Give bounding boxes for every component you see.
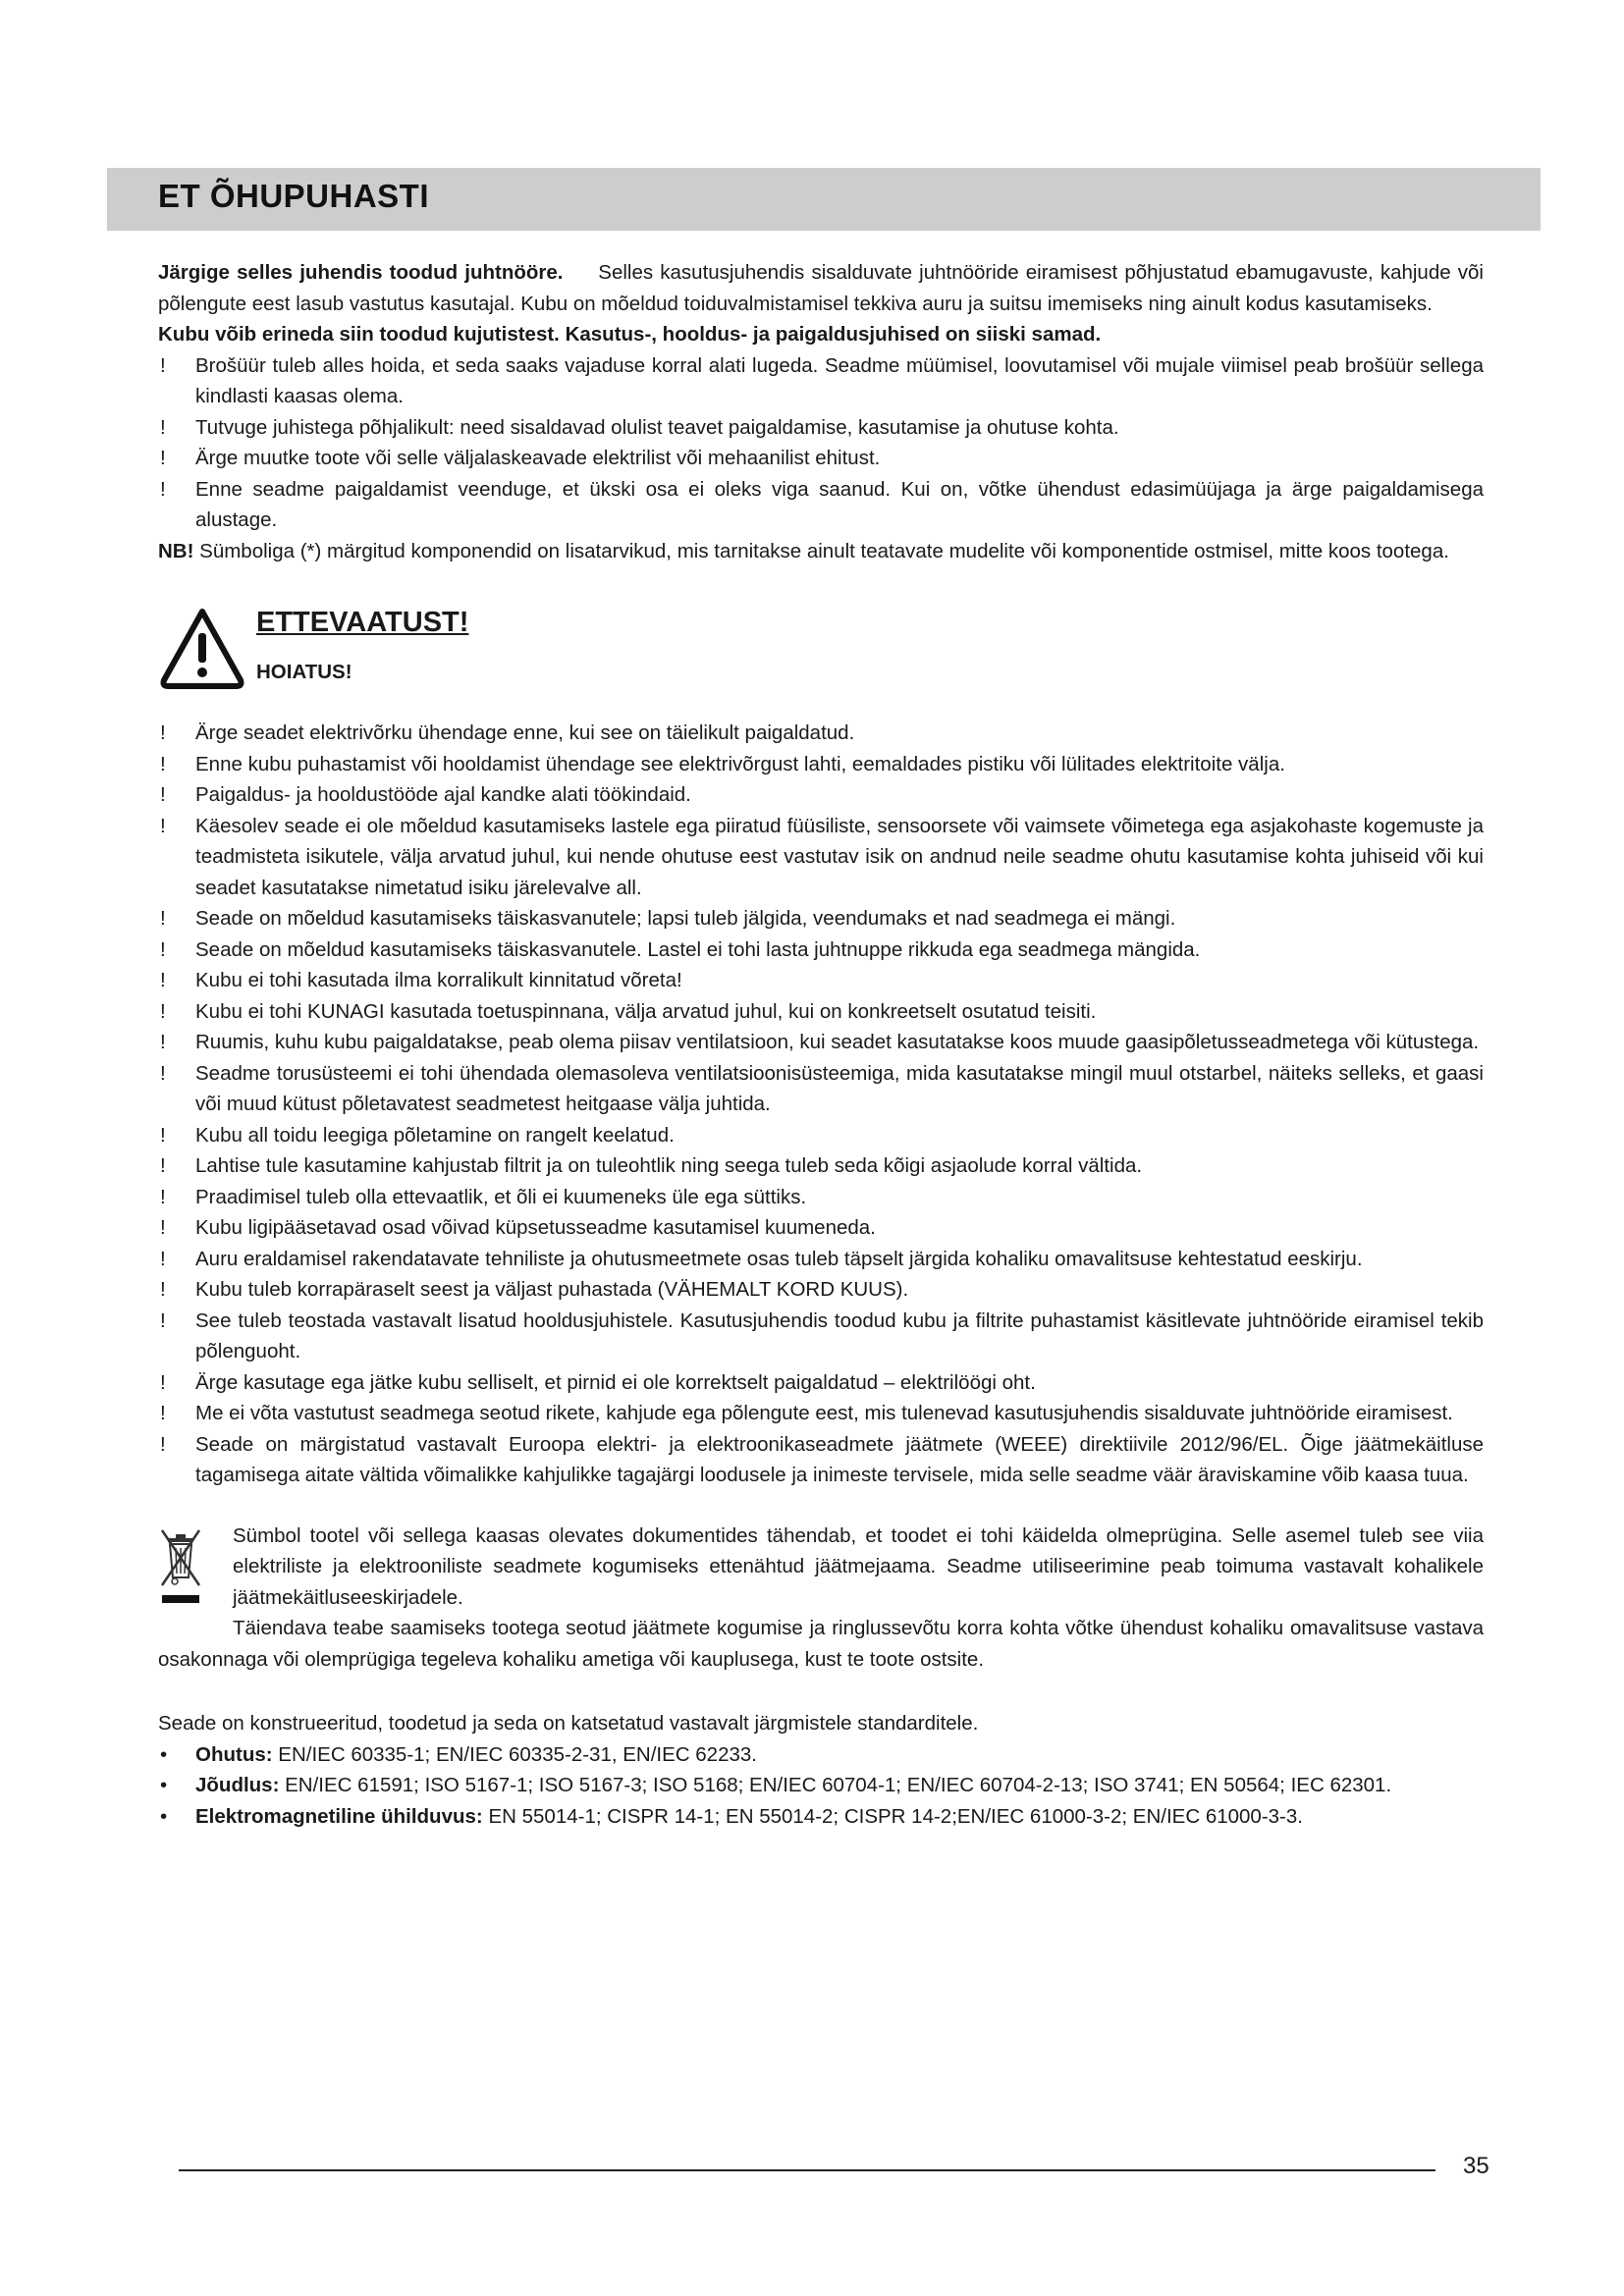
bullet-mark: ! bbox=[160, 1123, 166, 1147]
bullet-dot: • bbox=[160, 1804, 168, 1828]
warning-subtitle: HOIATUS! bbox=[256, 661, 352, 683]
list-item-text: Auru eraldamisel rakendatavate tehniliste ja ohutusmeetmete osas tuleb täpselt järgida kohaliku omavalitsuse kehtestatud eeskirju. bbox=[195, 1247, 1363, 1270]
list-item-text: Käesolev seade ei ole mõeldud kasutamiseks lastele ega piiratud füüsiliste, sensoorsete või vaimsete võimetega ega asjakohaste kogemuste ja teadmisteta isikutele, välja arvatud juhul, kui nende ohutuse eest vastutav isik on andnud neile seadme ohutu kasutamise kohta juhiseid või kui seadet kasutatakse nimetatud isiku järelevalve all. bbox=[195, 814, 1484, 899]
note-paragraph bbox=[158, 536, 1484, 567]
list-item-text: Seade on mõeldud kasutamiseks täiskasvanutele. Lastel ei tohi lasta juhtnuppe rikkuda ega seadmega mängida. bbox=[195, 937, 1201, 961]
bullet-mark: ! bbox=[160, 752, 166, 775]
bullet-mark: ! bbox=[160, 1432, 166, 1456]
intro-list bbox=[158, 350, 1484, 536]
bullet-mark: ! bbox=[160, 447, 166, 469]
bullet-mark: ! bbox=[160, 1216, 166, 1239]
bullet-mark: ! bbox=[160, 1031, 166, 1053]
standard-text: EN 55014-1; CISPR 14-1; EN 55014-2; CISPR 14-2;EN/IEC 61000-3-2; EN/IEC 61000-3-3. bbox=[488, 1804, 1303, 1828]
page-number: 35 bbox=[1463, 2153, 1489, 2179]
list-item bbox=[158, 934, 1484, 966]
list-item bbox=[158, 1058, 1484, 1120]
bullet-mark: ! bbox=[160, 721, 166, 744]
section-header-bar bbox=[107, 168, 1541, 231]
warning-title: ETTEVAATUST! bbox=[256, 607, 469, 638]
list-item bbox=[158, 718, 1484, 749]
list-item-text: Enne seadme paigaldamist veenduge, et ükski osa ei oleks viga saanud. Kui on, võtke ühendust edasimüüjaga ja ärge paigaldamisega alustage. bbox=[195, 477, 1484, 531]
bullet-mark: ! bbox=[160, 1247, 166, 1270]
list-item bbox=[158, 749, 1484, 780]
list-item-text: Tutvuge juhistega põhjalikult: need sisaldavad olulist teavet paigaldamise, kasutamise ja ohutuse kohta. bbox=[195, 415, 1119, 439]
list-item bbox=[158, 1150, 1484, 1182]
list-item bbox=[158, 996, 1484, 1028]
list-item bbox=[158, 1212, 1484, 1244]
list-item-text: Ruumis, kuhu kubu paigaldatakse, peab olema piisav ventilatsioon, kui seadet kasutatakse koos muude gaasipõletusseadmetega või kütustega. bbox=[195, 1031, 1480, 1053]
list-item-text: Kubu ei tohi kasutada ilma korralikult kinnitatud võreta! bbox=[195, 969, 682, 991]
list-item bbox=[158, 965, 1484, 996]
list-item bbox=[158, 350, 1484, 412]
list-item bbox=[158, 1120, 1484, 1151]
bullet-mark: ! bbox=[160, 1308, 166, 1332]
list-item bbox=[158, 1274, 1484, 1306]
list-item bbox=[158, 1770, 1484, 1801]
note-label: NB! bbox=[158, 539, 194, 562]
weee-text-2 bbox=[158, 1613, 1484, 1675]
standards-list bbox=[158, 1739, 1484, 1833]
list-item-text: Brošüür tuleb alles hoida, et seda saaks vajaduse korral alati lugeda. Seadme müümisel, loovutamisel või mujale viimisel peab brošüür sellega kindlasti kaasas olema. bbox=[195, 353, 1484, 407]
list-item-text: Lahtise tule kasutamine kahjustab filtrit ja on tuleohtlik ning seega tuleb seda kõigi asjaolude korral vältida. bbox=[195, 1154, 1143, 1177]
list-item bbox=[158, 811, 1484, 904]
bullet-mark: ! bbox=[160, 969, 166, 991]
intro-paragraph bbox=[158, 257, 1484, 319]
list-item-text: Kubu all toidu leegiga põletamine on rangelt keelatud. bbox=[195, 1123, 675, 1147]
bullet-mark: ! bbox=[160, 999, 166, 1023]
bullet-mark: ! bbox=[160, 353, 166, 377]
list-item bbox=[158, 1739, 1484, 1771]
list-item-text: Paigaldus- ja hooldustööde ajal kandke alati töökindaid. bbox=[195, 783, 691, 806]
list-item bbox=[158, 474, 1484, 536]
list-item-text: See tuleb teostada vastavalt lisatud hooldusjuhistele. Kasutusjuhendis toodud kubu ja filtrite puhastamist käsitlevate juhtnööride eiramisel tekib põlenguoht. bbox=[195, 1308, 1484, 1362]
list-item bbox=[158, 1429, 1484, 1491]
bullet-dot: • bbox=[160, 1774, 168, 1796]
bullet-mark: ! bbox=[160, 783, 166, 806]
list-item-text: Ärge muutke toote või selle väljalaskeavade elektrilist või mehaanilist ehitust. bbox=[195, 447, 881, 469]
bullet-mark: ! bbox=[160, 907, 166, 930]
list-item-text: Ärge seadet elektrivõrku ühendage enne, kui see on täielikult paigaldatud. bbox=[195, 721, 855, 744]
warning-triangle-icon bbox=[160, 608, 244, 690]
list-item bbox=[158, 1306, 1484, 1367]
list-item bbox=[158, 1182, 1484, 1213]
list-item-text: Ärge kasutage ega jätke kubu selliselt, et pirnid ei ole korrektselt paigaldatud – elektrilöögi oht. bbox=[195, 1370, 1036, 1394]
weee-text-1: Sümbol tootel või sellega kaasas olevates dokumentides tähendab, et toodet ei tohi käidelda olmeprügina. Selle asemel tuleb see viia elektriliste ja elektrooniliste seadmete kogumiseks ettenähtud jäätmejaama. Seadme utiliseerimine peab toimuma vastavalt kohalikele jäätmekäitluseeskirjadele. bbox=[233, 1523, 1484, 1609]
list-item-text: Seadme torusüsteemi ei tohi ühendada olemasoleva ventilatsioonisüsteemiga, mida kasutatakse mingil muul otstarbel, näiteks selleks, et gaasi või muud kütust põletavatest seadmetest heitgaase välja juhtida. bbox=[195, 1061, 1484, 1115]
page-title: ET ÕHUPUHASTI bbox=[158, 178, 430, 214]
crossed-bin-icon bbox=[158, 1526, 203, 1609]
bullet-mark: ! bbox=[160, 814, 166, 837]
list-item-text: Kubu tuleb korrapäraselt seest ja väljast puhastada (VÄHEMALT KORD KUUS). bbox=[195, 1278, 909, 1301]
list-item-text: Me ei võta vastutust seadmega seotud rikete, kahjude ega põlengute eest, mis tulenevad kasutusjuhendis sisalduvate juhtnööride eiramisest. bbox=[195, 1402, 1453, 1424]
bullet-mark: ! bbox=[160, 1061, 166, 1085]
weee-section bbox=[158, 1521, 1484, 1676]
list-item bbox=[158, 779, 1484, 811]
standard-label: Elektromagnetiline ühilduvus: bbox=[195, 1804, 483, 1828]
intro-lead: Järgige selles juhendis toodud juhtnööre. bbox=[158, 261, 564, 284]
list-item bbox=[158, 1398, 1484, 1429]
bullet-mark: ! bbox=[160, 1402, 166, 1424]
weee-text-2-content: Täiendava teabe saamiseks tootega seotud jäätmete kogumise ja ringlussevõtu korra kohta võtke ühendust kohaliku omavalitsuse vastava osakonnaga või olemprügiga tegeleva kohaliku ametiga või kauplusega, kust te toote ostsite. bbox=[158, 1617, 1484, 1671]
list-item-text: Seade on mõeldud kasutamiseks täiskasvanutele; lapsi tuleb jälgida, veendumaks et nad seadmega ei mängi. bbox=[195, 907, 1176, 930]
standard-label: Ohutus: bbox=[195, 1742, 273, 1766]
bullet-mark: ! bbox=[160, 1370, 166, 1394]
list-item bbox=[158, 1801, 1484, 1833]
bullet-mark: ! bbox=[160, 477, 166, 501]
standards-intro: Seade on konstrueeritud, toodetud ja seda on katsetatud vastavalt järgmistele standarditele. bbox=[158, 1712, 979, 1735]
note-text: Sümboliga (*) märgitud komponendid on lisatarvikud, mis tarnitakse ainult teatavate mudelite või komponentide ostmisel, mitte koos tootega. bbox=[199, 539, 1449, 562]
list-item-text: Seade on märgistatud vastavalt Euroopa elektri- ja elektroonikaseadmete jäätmete (WEEE) direktiivile 2012/96/EL. Õige jäätmekäitluse tagamisega aitate vältida võimalikke kahjulikke tagajärgi loodusele ja inimeste tervisele, mida selle seadme väär äraviskamine võib kaasa tuua. bbox=[195, 1432, 1484, 1486]
list-item-text: Enne kubu puhastamist või hooldamist ühendage see elektrivõrgust lahti, eemaldades pistiku või lülitades elektritoite välja. bbox=[195, 752, 1285, 775]
list-item bbox=[158, 1244, 1484, 1275]
list-item bbox=[158, 1367, 1484, 1399]
standard-text: EN/IEC 60335-1; EN/IEC 60335-2-31, EN/IEC 62233. bbox=[278, 1742, 757, 1766]
intro-bold-line: Kubu võib erineda siin toodud kujutistest. Kasutus-, hooldus- ja paigaldusjuhised on siiski samad. bbox=[158, 323, 1102, 346]
intro-text: Selles kasutusjuhendis sisalduvate juhtnööride eiramisest põhjustatud ebamugavuste, kahjude või põlengute eest lasub vastutus kasutajal. Kubu on mõeldud toiduvalmistamisel tekkiva auru ja suitsu imemiseks ning ainult kodus kasutamiseks. bbox=[158, 261, 1484, 315]
warning-block bbox=[158, 606, 1484, 708]
bullet-mark: ! bbox=[160, 1278, 166, 1301]
footer-rule bbox=[179, 2169, 1435, 2171]
standard-text: EN/IEC 61591; ISO 5167-1; ISO 5167-3; ISO 5168; EN/IEC 60704-1; EN/IEC 60704-2-13; ISO 3741; EN 50564; IEC 62301. bbox=[285, 1774, 1392, 1796]
bullet-mark: ! bbox=[160, 937, 166, 961]
bullet-dot: • bbox=[160, 1742, 168, 1766]
list-item-text: Kubu ligipääsetavad osad võivad küpsetusseadme kasutamisel kuumeneda. bbox=[195, 1216, 876, 1239]
bullet-mark: ! bbox=[160, 1185, 166, 1208]
list-item-text: Kubu ei tohi KUNAGI kasutada toetuspinnana, välja arvatud juhul, kui on konkreetselt osutatud teisiti. bbox=[195, 999, 1097, 1023]
list-item bbox=[158, 903, 1484, 934]
standard-label: Jõudlus: bbox=[195, 1774, 280, 1796]
document-body bbox=[158, 257, 1484, 1832]
bullet-mark: ! bbox=[160, 415, 166, 439]
list-item bbox=[158, 443, 1484, 474]
warning-list bbox=[158, 718, 1484, 1491]
bullet-mark: ! bbox=[160, 1154, 166, 1177]
list-item-text: Praadimisel tuleb olla ettevaatlik, et õli ei kuumeneks üle ega süttiks. bbox=[195, 1185, 807, 1208]
list-item bbox=[158, 1027, 1484, 1058]
list-item bbox=[158, 412, 1484, 444]
